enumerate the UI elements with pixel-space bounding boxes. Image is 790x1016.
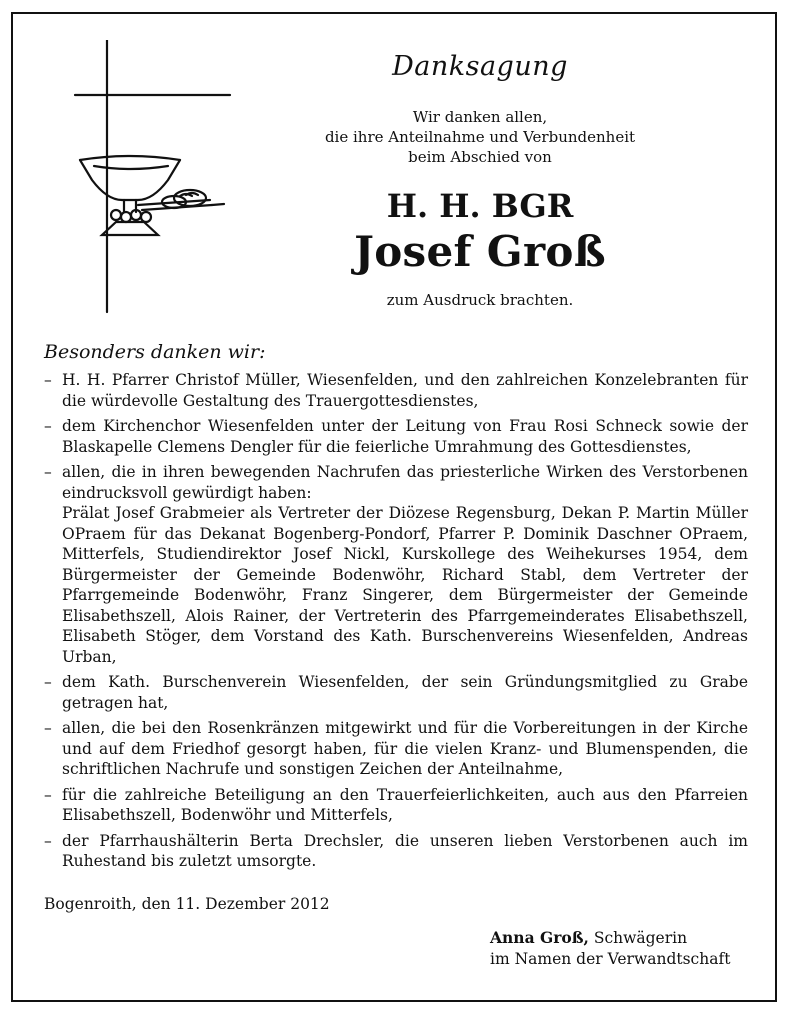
cross-chalice-bread-icon	[72, 40, 232, 320]
list-item: – für die zahlreiche Beteiligung an den Trauerfeierlichkeiten, auch aus den Pfarreien Elisabethszell, Bodenwöhr und Mitterfels,	[44, 785, 748, 826]
deceased-rank: H. H. BGR	[386, 187, 574, 225]
list-item: – allen, die bei den Rosenkränzen mitgewirkt und für die Vorbereitungen in der Kirche und auf dem Friedhof gesorgt haben, für die vielen Kranz- und Blumenspenden, die schriftlichen Nachrufe und sonstigen Zeichen der Anteilnahme,	[44, 718, 748, 780]
list-item: – dem Kath. Burschenverein Wiesenfelden, der sein Gründungsmitglied zu Grabe getragen hat,	[44, 672, 748, 713]
notice-header	[280, 50, 680, 310]
dateline: Bogenroith, den 11. Dezember 2012	[44, 894, 330, 913]
list-item	[44, 462, 748, 667]
intro-line: die ihre Anteilnahme und Verbundenheit	[324, 128, 636, 146]
list-item: – dem Kirchenchor Wiesenfelden unter der Leitung von Frau Rosi Schneck sowie der Blaskapelle Clemens Dengler für die feierliche Umrahmung des Gottesdienstes,	[44, 416, 748, 457]
list-item: – der Pfarrhaushälterin Berta Drechsler, die unseren lieben Verstorbenen auch im Ruhestand bis zuletzt umsorgte.	[44, 831, 748, 872]
thanks-subtitle: Besonders danken wir:	[44, 341, 266, 363]
notice-title: Danksagung	[392, 51, 568, 82]
signature-block	[490, 928, 730, 969]
deceased-name: Josef Groß	[354, 227, 606, 276]
signer-relation: Schwägerin	[588, 929, 688, 947]
list-item: – H. H. Pfarrer Christof Müller, Wiesenfelden, und den zahlreichen Konzelebranten für die würdevolle Gestaltung des Trauergottesdienstes,	[44, 370, 748, 411]
thanks-body	[44, 340, 748, 914]
intro-line: Wir danken allen,	[412, 108, 548, 126]
intro-line: beim Abschied von	[408, 148, 552, 166]
signature-line-2: im Namen der Verwandtschaft	[490, 949, 731, 968]
list-item-detail: Prälat Josef Grabmeier als Vertreter der Diözese Regensburg, Dekan P. Martin Müller OPraem für das Dekanat Bogenberg-Pondorf, Pfarrer P. Dominik Daschner OPraem, Mitterfels, Studiendirektor Josef Nickl, Kurskollege des Weihekurses 1954, dem Bürgermeister der Gemeinde Bodenwöhr, Richard Stabl, dem Vertreter der Pfarrgemeinde Bodenwöhr, Franz Singerer, dem Bürgermeister der Gemeinde Elisabethszell, Alois Rainer, der Vertreterin des Pfarrgemeinderates Elisabethszell, Elisabeth Stöger, dem Vorstand des Kath. Burschenvereins Wiesenfelden, Andreas Urban,	[62, 504, 748, 666]
thanks-list	[44, 370, 748, 872]
intro-closing: zum Ausdruck brachten.	[386, 291, 574, 309]
signature-line-1	[490, 928, 730, 949]
list-item-text: – allen, die in ihren bewegenden Nachrufen das priesterliche Wirken des Verstorbenen eindrucksvoll gewürdigt haben:	[62, 463, 748, 502]
signer-name: Anna Groß,	[490, 928, 589, 947]
intro-text	[280, 107, 680, 167]
